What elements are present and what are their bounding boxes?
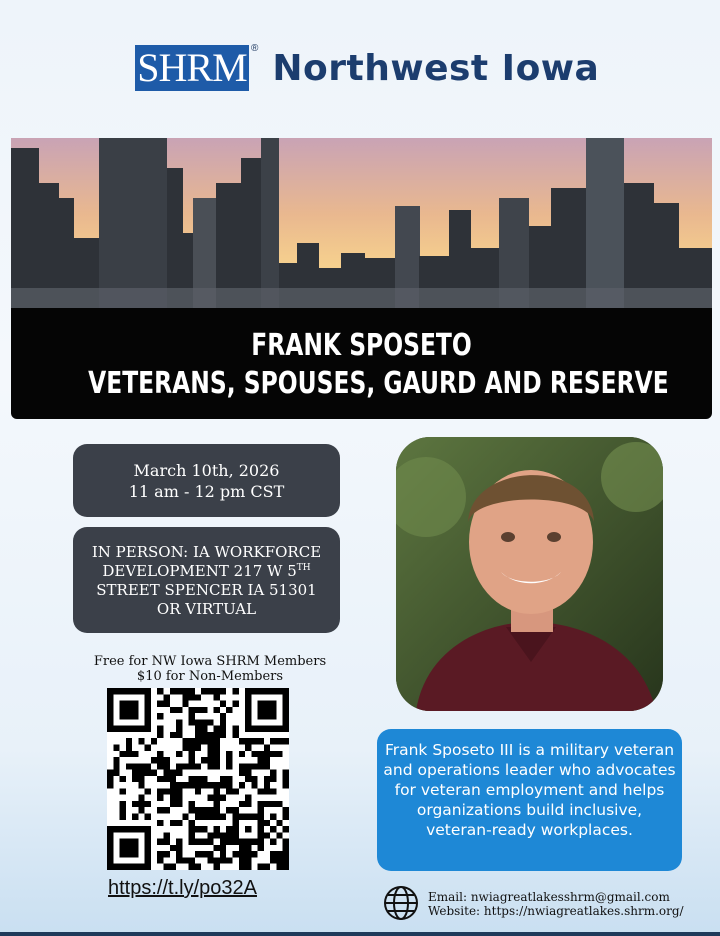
globe-icon bbox=[383, 885, 419, 921]
location-line-2: DEVELOPMENT 217 W 5TH bbox=[102, 562, 311, 580]
event-date: March 10th, 2026 bbox=[133, 461, 280, 480]
title-band bbox=[11, 308, 712, 419]
member-pricing: Free for NW Iowa SHRM Members bbox=[93, 654, 327, 669]
location-line-3: STREET SPENCER IA 51301 bbox=[96, 581, 317, 599]
bottom-bar bbox=[0, 932, 720, 936]
date-time-box bbox=[73, 444, 340, 517]
speaker-photo bbox=[396, 437, 663, 711]
event-time: 11 am - 12 pm CST bbox=[128, 482, 285, 501]
registration-link[interactable]: https://t.ly/po32A bbox=[108, 877, 257, 899]
shrm-logo bbox=[135, 45, 599, 91]
shrm-logo-mark: SHRM bbox=[135, 45, 249, 91]
non-member-pricing: $10 for Non-Members bbox=[136, 669, 284, 684]
speaker-name-title: FRANK SPOSETO bbox=[251, 328, 472, 363]
event-banner bbox=[11, 138, 712, 419]
speaker-bio-box bbox=[377, 729, 682, 871]
location-box bbox=[73, 527, 340, 633]
chapter-name: Northwest Iowa bbox=[272, 47, 600, 89]
event-topic-title: VETERANS, SPOUSES, GAURD AND RESERVE bbox=[88, 366, 669, 401]
location-line-1: IN PERSON: IA WORKFORCE bbox=[91, 543, 322, 561]
speaker-bio-text: Frank Sposeto III is a military veteran and operations leader who advocates for veteran employment and helps organizations build inclusive, veteran-ready workplaces. bbox=[383, 741, 676, 839]
contact-email[interactable]: Email: nwiagreatlakesshrm@gmail.com bbox=[428, 890, 670, 904]
contact-website[interactable]: Website: https://nwiagreatlakes.shrm.org/ bbox=[428, 904, 684, 918]
city-skyline-image bbox=[11, 138, 712, 308]
registration-qr-code[interactable] bbox=[107, 688, 289, 870]
location-line-4: OR VIRTUAL bbox=[156, 600, 257, 618]
registered-mark: ® bbox=[251, 43, 259, 54]
